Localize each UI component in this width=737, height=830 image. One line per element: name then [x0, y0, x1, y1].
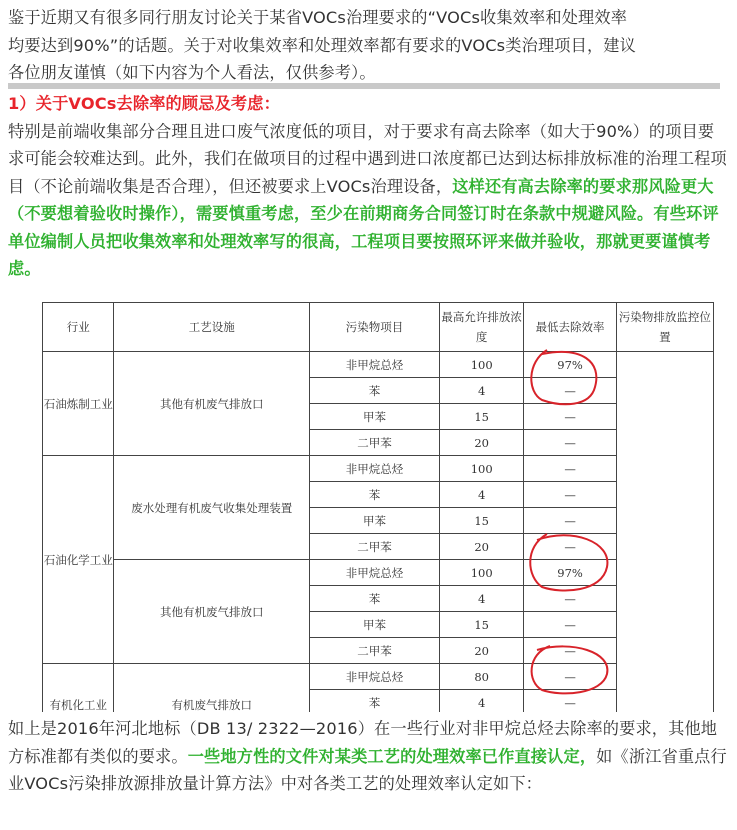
efficiency-cell: —: [524, 430, 616, 456]
header-max-concentration: 最高允许排放浓度: [439, 303, 523, 352]
header-monitor-location: 污染物排放监控位置: [616, 303, 713, 352]
bottom-paragraph: [8, 715, 730, 798]
intro-line-3: 各位朋友谨慎（如下内容为个人看法，仅供参考）。: [8, 63, 376, 82]
monitor-cell: [616, 352, 713, 713]
efficiency-cell: —: [524, 612, 616, 638]
concentration-cell: 20: [439, 430, 523, 456]
pollutant-cell: 非甲烷总烃: [310, 664, 440, 690]
pollutant-cell: 甲苯: [310, 404, 440, 430]
pollutant-cell: 二甲苯: [310, 638, 440, 664]
industry-cell: 有机化工业: [43, 664, 114, 713]
table-row: [43, 560, 714, 586]
efficiency-cell: —: [524, 456, 616, 482]
pollutant-cell: 非甲烷总烃: [310, 352, 440, 378]
table-header-row: [43, 303, 714, 352]
efficiency-cell: —: [524, 508, 616, 534]
efficiency-cell: —: [524, 638, 616, 664]
process-cell: 其他有机废气排放口: [114, 352, 310, 456]
concentration-cell: 80: [439, 664, 523, 690]
header-min-efficiency: 最低去除效率: [524, 303, 616, 352]
concentration-cell: 4: [439, 586, 523, 612]
pollutant-cell: 苯: [310, 586, 440, 612]
efficiency-cell: —: [524, 534, 616, 560]
section-1-text: 特别是前端收集部分合理且进口废气浓度低的项目，对于要求有高去除率（如大于90%）的项目要求可能会较难达到。此外，我们在做项目的过程中遇到进口浓度都已达到达标排放标准的治理工程项目（不论前端收集是否合理），但还被要求上VOCs治理设备，: [8, 121, 727, 196]
industry-cell: 石油炼制工业: [43, 352, 114, 456]
process-cell: 废水处理有机废气收集处理装置: [114, 456, 310, 560]
concentration-cell: 20: [439, 534, 523, 560]
concentration-cell: 15: [439, 404, 523, 430]
efficiency-cell: —: [524, 378, 616, 404]
efficiency-cell: —: [524, 404, 616, 430]
pollutant-cell: 非甲烷总烃: [310, 560, 440, 586]
intro-line-2: 均要达到90%”的话题。关于对收集效率和处理效率都有要求的VOCs类治理项目，建议: [8, 35, 636, 55]
intro-line-1: 鉴于近期又有很多同行朋友讨论关于某省VOCs治理要求的“VOCs收集效率和处理效率: [8, 8, 628, 27]
section-1: [8, 90, 730, 283]
pollutant-cell: 苯: [310, 690, 440, 713]
emission-standard-table: [42, 302, 714, 712]
process-cell: 其他有机废气排放口: [114, 560, 310, 664]
concentration-cell: 15: [439, 612, 523, 638]
section-divider: [8, 83, 720, 89]
pollutant-cell: 甲苯: [310, 612, 440, 638]
efficiency-cell: —: [524, 482, 616, 508]
standard-table-image: [42, 302, 714, 712]
section-1-body: [8, 118, 730, 283]
section-1-heading: 1）关于VOCs去除率的顾忌及考虑：: [8, 94, 280, 113]
concentration-cell: 20: [439, 638, 523, 664]
concentration-cell: 100: [439, 560, 523, 586]
header-process: 工艺设施: [114, 303, 310, 352]
pollutant-cell: 苯: [310, 378, 440, 404]
concentration-cell: 4: [439, 690, 523, 713]
efficiency-cell: —: [524, 664, 616, 690]
header-pollutant: 污染物项目: [310, 303, 440, 352]
pollutant-cell: 甲苯: [310, 508, 440, 534]
table-row: [43, 664, 714, 690]
efficiency-cell: 97%: [524, 560, 616, 586]
process-cell: 有机废气排放口: [114, 664, 310, 713]
industry-cell: 石油化学工业: [43, 456, 114, 664]
concentration-cell: 100: [439, 352, 523, 378]
concentration-cell: 4: [439, 482, 523, 508]
concentration-cell: 4: [439, 378, 523, 404]
concentration-cell: 15: [439, 508, 523, 534]
pollutant-cell: 二甲苯: [310, 430, 440, 456]
intro-paragraph: [8, 4, 730, 87]
table-row: [43, 456, 714, 482]
concentration-cell: 100: [439, 456, 523, 482]
table-row: [43, 352, 714, 378]
efficiency-cell: —: [524, 586, 616, 612]
pollutant-cell: 苯: [310, 482, 440, 508]
header-industry: 行业: [43, 303, 114, 352]
section-1-highlight: 这样还有高去除率的要求那风险更大（不要想着验收时操作），需要慎重考虑，至少在前期商务合同签订时在条款中规避风险。有些环评单位编制人员把收集效率和处理效率写的很高，工程项目要按照环评来做并验收，那就更要谨慎考虑。: [8, 176, 719, 278]
pollutant-cell: 二甲苯: [310, 534, 440, 560]
efficiency-cell: 97%: [524, 352, 616, 378]
efficiency-cell: —: [524, 690, 616, 713]
bottom-text-2: 如《浙江省重点行业VOCs污染排放源排放量计算方法》中对各类工艺的处理效率认定如下：: [8, 746, 727, 793]
bottom-text-1: 如上是2016年河北地标（DB 13/ 2322—2016）在一些行业对非甲烷总烃去除率的要求，其他地方标准都有类似的要求。: [8, 719, 718, 766]
pollutant-cell: 非甲烷总烃: [310, 456, 440, 482]
bottom-highlight: 一些地方性的文件对某类工艺的处理效率已作直接认定，: [187, 746, 597, 766]
